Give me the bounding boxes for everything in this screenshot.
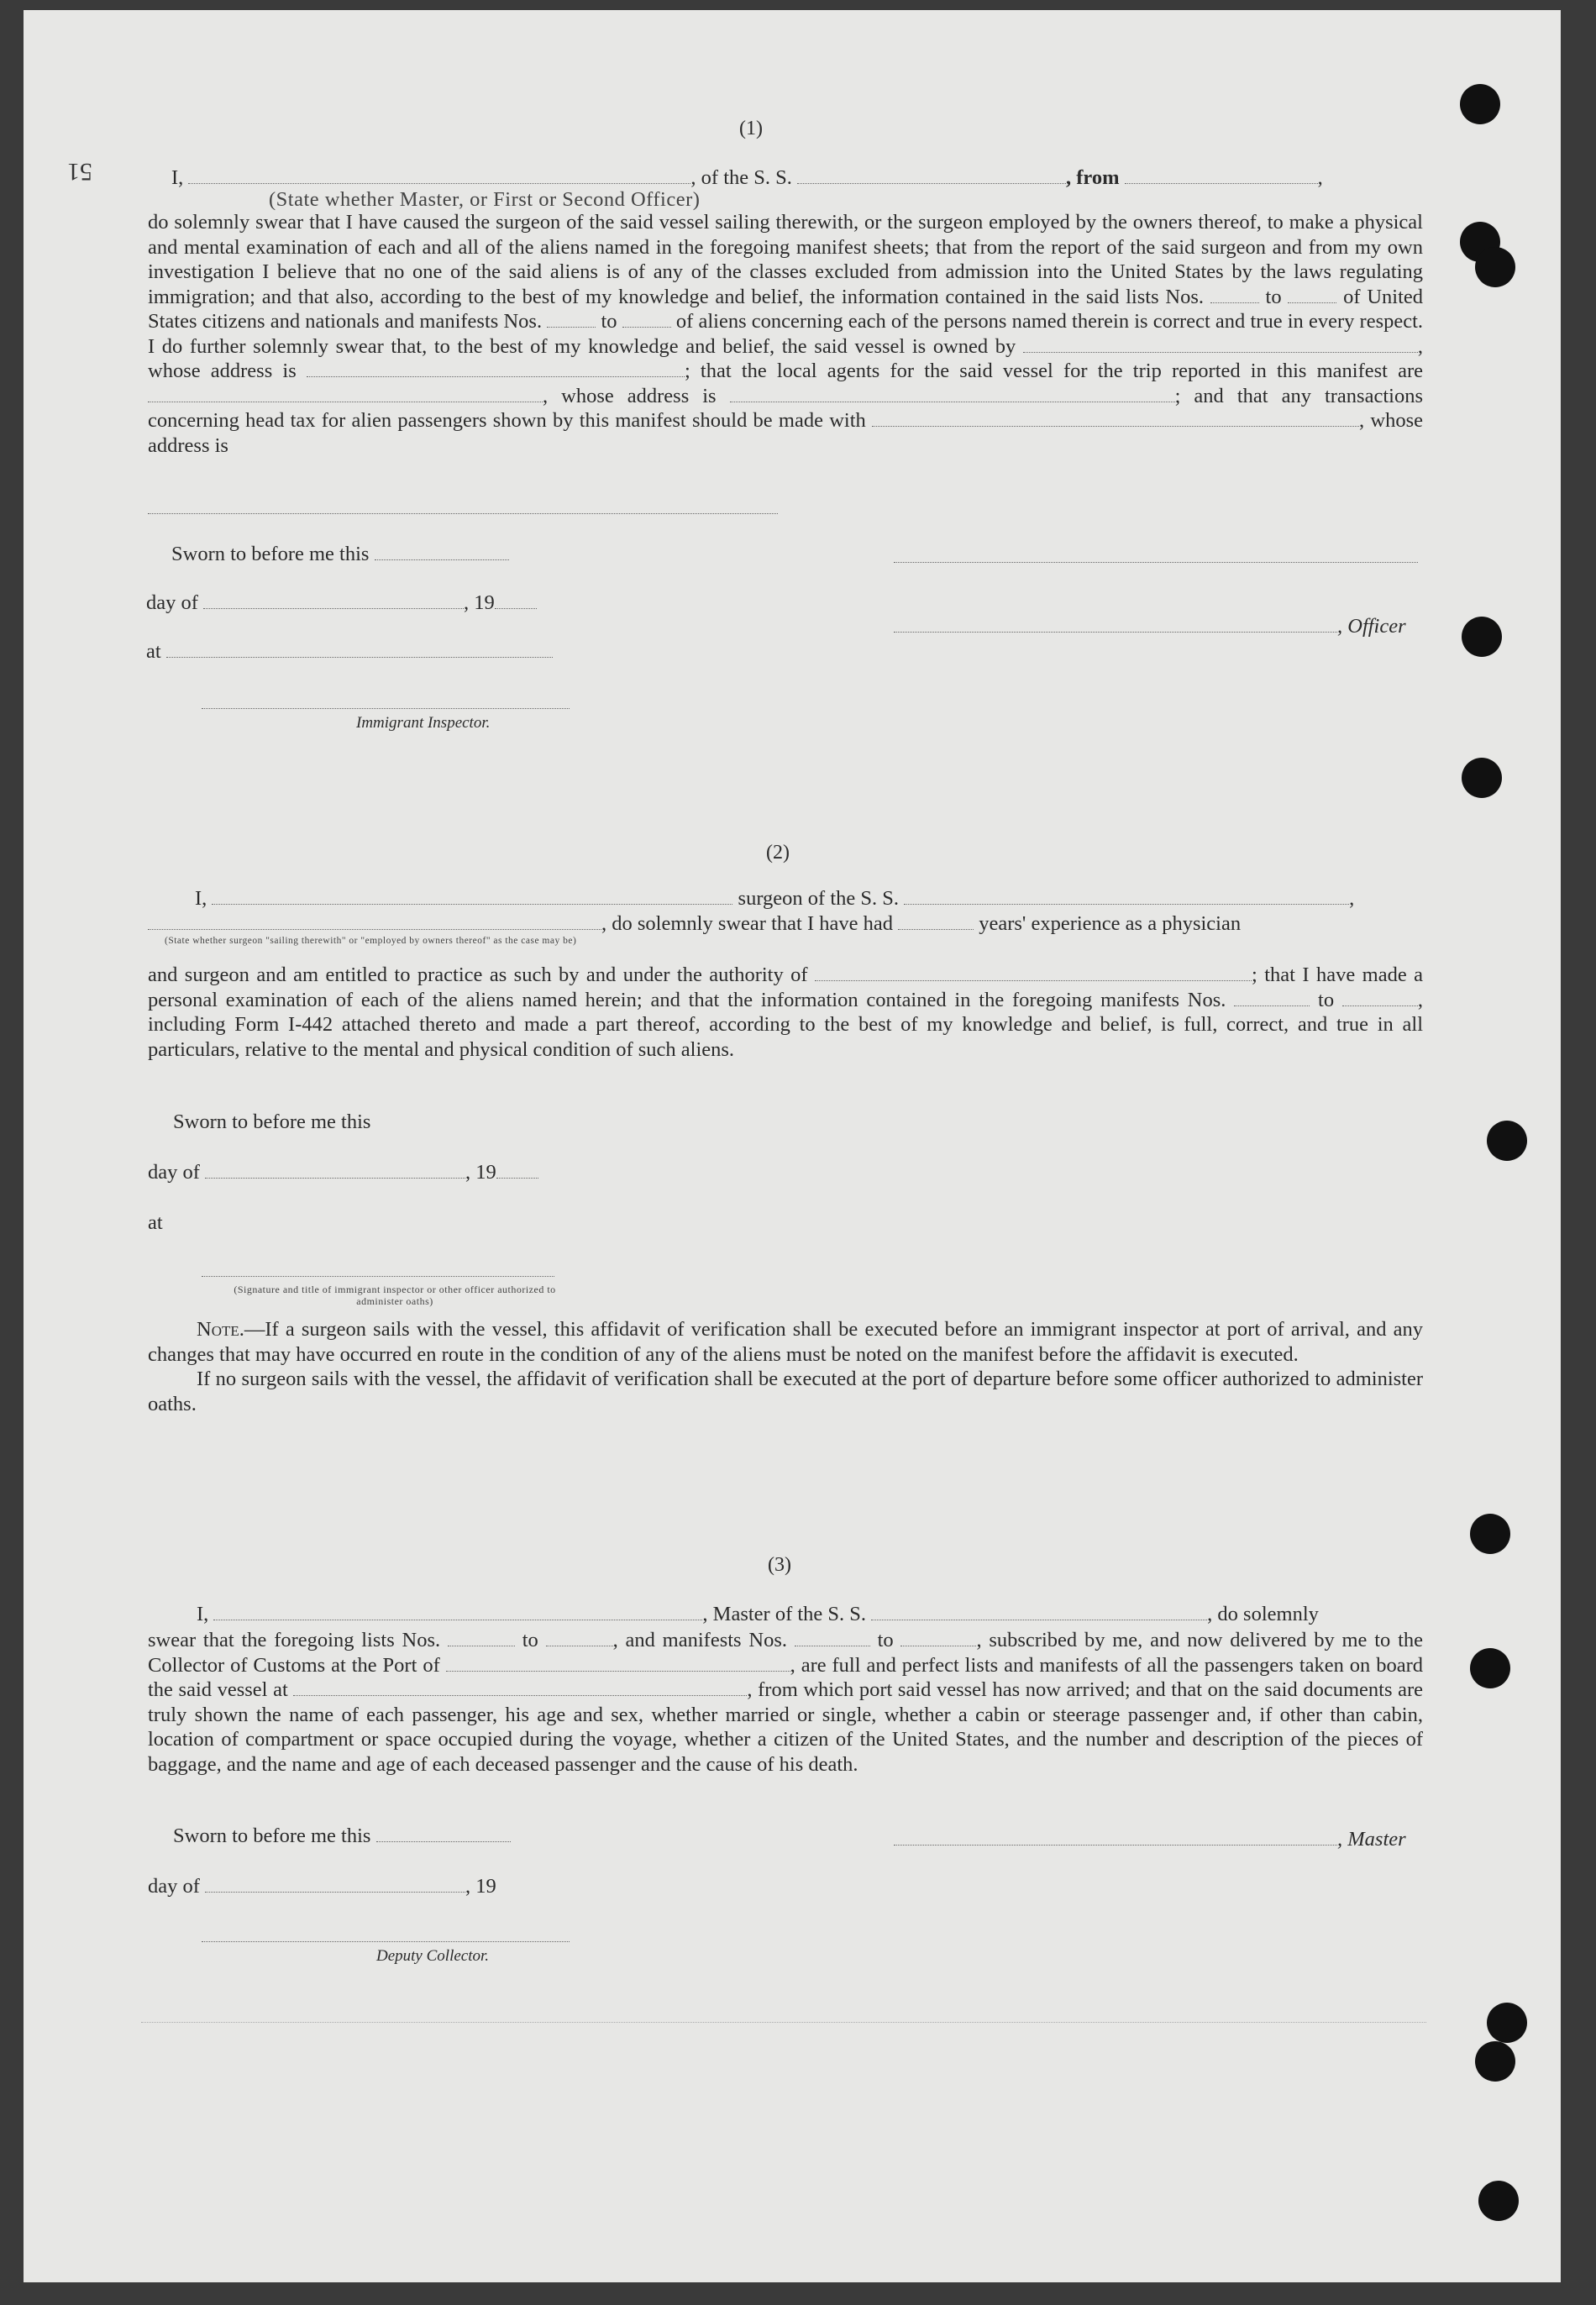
section-1-heading: (1) bbox=[739, 118, 763, 139]
s3-ship-name-field[interactable] bbox=[871, 1604, 1207, 1620]
s3-deputy-caption: Deputy Collector. bbox=[376, 1947, 490, 1965]
page-number: 51 bbox=[67, 158, 92, 186]
s3-master-signature-field[interactable] bbox=[894, 1830, 1337, 1846]
section-2-heading: (2) bbox=[766, 842, 790, 864]
binder-hole bbox=[1475, 247, 1515, 287]
s2-day: day of , 19 bbox=[148, 1161, 538, 1184]
s1-at-field[interactable] bbox=[166, 642, 553, 658]
s2-surgeon-name-field[interactable] bbox=[212, 889, 732, 905]
s1-lists-to-field[interactable] bbox=[1288, 287, 1336, 303]
s3-deputy-signature[interactable] bbox=[202, 1940, 570, 1942]
s2-years-field[interactable] bbox=[898, 914, 974, 930]
s3-manifests-to-field[interactable] bbox=[900, 1630, 976, 1646]
s1-officer-signature-field[interactable] bbox=[894, 617, 1337, 633]
s2-ship-name-field[interactable] bbox=[904, 889, 1349, 905]
s1-day-field[interactable] bbox=[203, 593, 464, 609]
s2-signature-line[interactable] bbox=[202, 1275, 554, 1277]
s1-agents-field[interactable] bbox=[148, 386, 543, 402]
binder-hole bbox=[1475, 2041, 1515, 2082]
binder-hole bbox=[1487, 2003, 1527, 2043]
s1-officer-line: , Officer bbox=[894, 615, 1406, 638]
s2-body: and surgeon and am entitled to practice as such by and under the authority of ; that I have made a personal examination of each of the aliens named herein; and that the information contained in the foregoing manifests Nos. to , including Form I-442 attached thereto and made a part thereof, according to the best of my knowledge and belief, is full, correct, and true in all particulars, relative to the mental and physical condition of such aliens. bbox=[148, 963, 1424, 1061]
binder-hole bbox=[1478, 2181, 1519, 2221]
binder-hole bbox=[1460, 84, 1500, 124]
s1-para1: do solemnly swear that I have caused the surgeon of the said vessel sailing therewith, or the surgeon employed by the owners thereof, to make a physical and mental examination of each and all of the aliens named in the foregoing manifest sheets; that from the report of the said surgeon and from my own investigation I believe that no one of the said aliens is of any of the classes excluded from admission into the United States by the laws regulating immigration; and that also, according to the best of my knowledge and belief, the information contained in the said lists Nos. bbox=[148, 211, 1423, 308]
s2-line1: I, surgeon of the S. S. , bbox=[195, 887, 1355, 910]
s3-master-name-field[interactable] bbox=[213, 1604, 702, 1620]
s1-owner-address-field[interactable] bbox=[307, 361, 685, 377]
s1-officer-caption: (State whether Master, or First or Second Officer) bbox=[269, 188, 701, 211]
s2-manifests-from-field[interactable] bbox=[1234, 990, 1310, 1006]
s1-lists-from-field[interactable] bbox=[1210, 287, 1259, 303]
s3-body: swear that the foregoing lists Nos. to , and manifests Nos. to , subscribed by me, and now delivered by me to the Collector of Customs at the Port of , are full and perfect lists and manifests of all the passengers taken on board the said vessel at , from which port said vessel has now arrived; and that on the said documents are truly shown the name of each passenger, his age and sex, whether married or single, whether a cabin or steerage passenger and, if other than cabin, location of compartment or space occupied during the voyage, whether a citizen of the United States, and the number and description of the pieces of baggage, and the name and age of each deceased passenger and the cause of his death. bbox=[148, 1629, 1424, 1776]
s3-line1: I, , Master of the S. S. , do solemnly bbox=[197, 1603, 1319, 1625]
s2-note-label: Note. bbox=[197, 1318, 244, 1341]
s2-line2: , do solemnly swear that I have had years' experience as a physician bbox=[148, 912, 1241, 936]
s1-manifests-from-field[interactable] bbox=[547, 312, 596, 328]
s1-sworn: Sworn to before me this bbox=[171, 543, 509, 566]
s1-year-field[interactable] bbox=[495, 593, 537, 609]
bottom-rule bbox=[141, 2021, 1426, 2023]
s1-inspector-caption: Immigrant Inspector. bbox=[356, 714, 491, 732]
s1-address-line[interactable] bbox=[148, 512, 778, 514]
s2-note: Note.—If a surgeon sails with the vessel, this affidavit of verification shall be executed before an immigrant inspector at port of arrival, and any changes that may have occurred en route in the condition of any of the aliens must be noted on the manifest before the affidavit is executed. If no surgeon sails with the vessel, the affidavit of verification shall be executed at the port of departure before some officer authorized to administer oaths. bbox=[148, 1318, 1423, 1415]
s3-day-field[interactable] bbox=[205, 1877, 465, 1893]
s2-note2: If no surgeon sails with the vessel, the affidavit of verification shall be executed at the port of departure before some officer authorized to administer oaths. bbox=[148, 1368, 1423, 1415]
s1-sworn-field[interactable] bbox=[375, 544, 509, 560]
s2-year-field[interactable] bbox=[496, 1163, 538, 1179]
s2-manifests-to-field[interactable] bbox=[1342, 990, 1418, 1006]
s3-master-line: , Master bbox=[894, 1828, 1406, 1851]
s1-manifests-to-field[interactable] bbox=[622, 312, 671, 328]
s2-day-field[interactable] bbox=[205, 1163, 465, 1179]
s2-sworn: Sworn to before me this bbox=[173, 1110, 371, 1133]
s1-body: do solemnly swear that I have caused the surgeon of the said vessel sailing therewith, or the surgeon employed by the owners thereof, to make a physical and mental examination of each and all of the aliens named in the foregoing manifest sheets; that from the report of the said surgeon and from my own investigation I believe that no one of the said aliens is of any of the classes excluded from admission into the United States by the laws regulating immigration; and that also, according to the best of my knowledge and belief, the information contained in the said lists Nos. to of United States citizens and nationals and manifests Nos. to of aliens concerning each of the persons named therein is correct and true in every respect. I do further solemnly swear that, to the best of my knowledge and belief, the said vessel is owned by , whose address is ; that the local agents for the said vessel for the trip reported in this manifest are , whose address is ; and that any transactions concerning head tax for alien passengers shown by this manifest should be made with , whose address is bbox=[148, 211, 1424, 457]
s1-from-field[interactable] bbox=[1125, 168, 1318, 184]
s1-from: , from bbox=[1066, 166, 1120, 189]
s3-day: day of , 19 bbox=[148, 1875, 496, 1898]
s1-at: at bbox=[146, 640, 553, 664]
s3-sworn: Sworn to before me this bbox=[173, 1825, 511, 1848]
s3-sworn-field[interactable] bbox=[376, 1826, 511, 1842]
s1-of-ss: , of the S. S. bbox=[690, 166, 792, 189]
binder-hole bbox=[1462, 617, 1502, 657]
s1-head-tax-field[interactable] bbox=[872, 411, 1359, 427]
s1-ship-name-field[interactable] bbox=[797, 168, 1066, 184]
binder-hole bbox=[1462, 758, 1502, 798]
s1-i: I, bbox=[171, 166, 184, 189]
s1-officer-field[interactable] bbox=[188, 168, 690, 184]
s1-day: day of , 19 bbox=[146, 591, 537, 615]
s1-line1: I, , of the S. S. , from , bbox=[171, 166, 1323, 189]
s1-inspector-signature[interactable] bbox=[202, 707, 570, 709]
binder-hole bbox=[1470, 1648, 1510, 1688]
s3-lists-from-field[interactable] bbox=[448, 1630, 515, 1646]
s1-agents-address-field[interactable] bbox=[730, 386, 1175, 402]
binder-hole bbox=[1487, 1121, 1527, 1161]
section-3-heading: (3) bbox=[768, 1554, 791, 1576]
s2-status-caption: (State whether surgeon "sailing therewith" or "employed by owners thereof" as the case may be) bbox=[165, 936, 577, 946]
s3-lists-to-field[interactable] bbox=[546, 1630, 613, 1646]
form-page bbox=[24, 10, 1561, 2282]
s2-status-field[interactable] bbox=[148, 914, 601, 930]
s1-officer-signature-top[interactable] bbox=[894, 561, 1418, 563]
s2-at: at bbox=[148, 1211, 163, 1234]
s2-authority-field[interactable] bbox=[815, 965, 1252, 981]
s3-manifests-from-field[interactable] bbox=[795, 1630, 870, 1646]
s3-port-field[interactable] bbox=[446, 1656, 790, 1672]
s3-embark-port-field[interactable] bbox=[293, 1680, 747, 1696]
binder-hole bbox=[1470, 1514, 1510, 1554]
s2-signature-caption: (Signature and title of immigrant inspector or other officer authorized to administer oaths) bbox=[234, 1284, 556, 1307]
s1-owner-field[interactable] bbox=[1023, 337, 1418, 353]
